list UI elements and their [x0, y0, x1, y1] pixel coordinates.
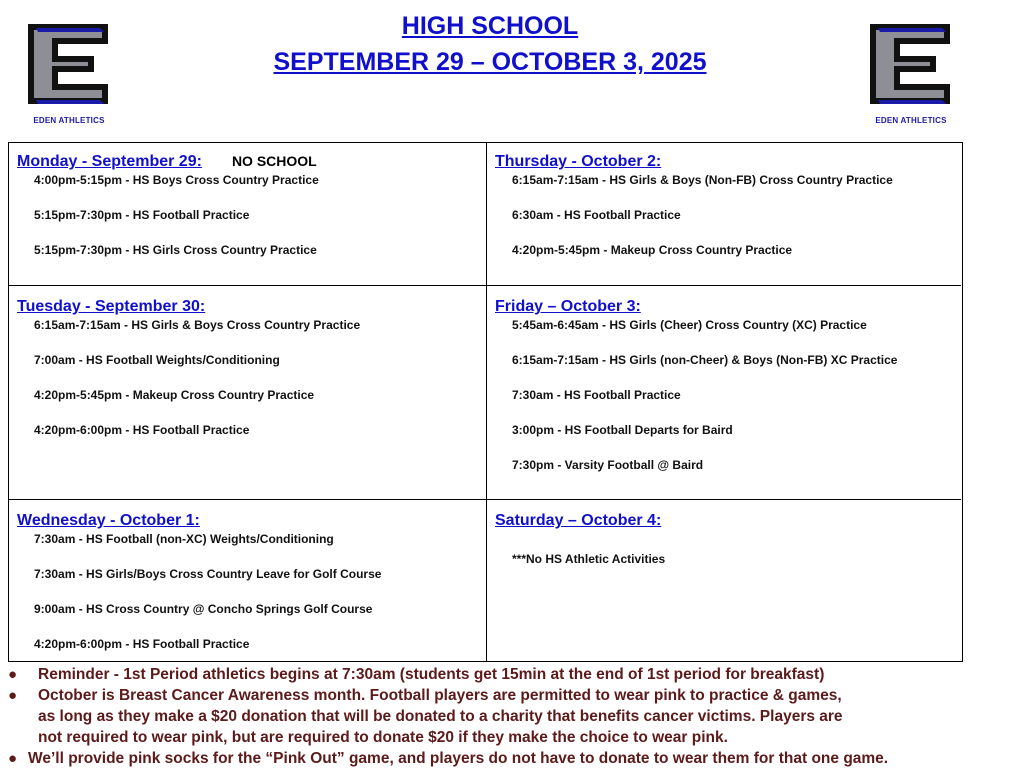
note-line: Reminder - 1st Period athletics begins at 7:30am (students get 15min at the end of 1st period for breakfast) — [38, 666, 825, 683]
day-heading: Friday – October 3: — [495, 298, 641, 315]
notes-list — [0, 664, 1024, 769]
bullet-icon: ● — [8, 750, 18, 767]
day-cell-wednesday — [9, 500, 487, 661]
eden-athletics-logo-left — [24, 18, 114, 125]
event-item: 3:00pm - HS Football Departs for Baird — [512, 423, 733, 437]
day-cell-monday — [9, 143, 487, 286]
event-item: 7:30am - HS Football (non-XC) Weights/Conditioning — [34, 532, 334, 546]
page-title: HIGH SCHOOL — [401, 12, 579, 40]
event-item: 7:30pm - Varsity Football @ Baird — [512, 458, 704, 472]
event-item: 6:15am-7:15am - HS Girls & Boys Cross Country Practice — [34, 318, 361, 332]
day-heading: Monday - September 29: — [17, 153, 202, 170]
event-item: 7:30am - HS Girls/Boys Cross Country Leave for Golf Course — [34, 567, 382, 581]
day-cell-tuesday — [9, 286, 487, 500]
event-item: 6:30am - HS Football Practice — [512, 208, 681, 222]
day-cell-saturday — [487, 500, 961, 661]
event-item: 6:15am-7:15am - HS Girls & Boys (Non-FB) Cross Country Practice — [512, 173, 893, 187]
note-line: We’ll provide pink socks for the “Pink Out” game, and players do not have to donate to wear them for that one game. — [28, 750, 889, 767]
event-item: 4:20pm-6:00pm - HS Football Practice — [34, 637, 250, 651]
schedule-grid — [8, 142, 963, 662]
page-header — [140, 8, 840, 80]
note-item — [0, 748, 1024, 769]
day-note: NO SCHOOL — [231, 153, 317, 169]
bullet-icon: ● — [8, 687, 18, 704]
day-cell-friday — [487, 286, 961, 500]
event-item: 4:00pm-5:15pm - HS Boys Cross Country Practice — [34, 173, 319, 187]
event-item: 7:00am - HS Football Weights/Conditioning — [34, 353, 280, 367]
note-line: not required to wear pink, but are required to donate $20 if they make the choice to wear pink. — [38, 729, 728, 746]
event-item: 6:15am-7:15am - HS Girls (non-Cheer) & Boys (Non-FB) XC Practice — [512, 353, 898, 367]
event-item: ***No HS Athletic Activities — [512, 552, 666, 566]
event-item: 5:15pm-7:30pm - HS Girls Cross Country Practice — [34, 243, 317, 257]
day-heading: Thursday - October 2: — [495, 153, 662, 170]
event-item: 4:20pm-5:45pm - Makeup Cross Country Practice — [34, 388, 315, 402]
page-subtitle: SEPTEMBER 29 – OCTOBER 3, 2025 — [273, 48, 707, 76]
event-item: 4:20pm-6:00pm - HS Football Practice — [34, 423, 250, 437]
event-item: 5:15pm-7:30pm - HS Football Practice — [34, 208, 250, 222]
e-logo-icon — [24, 18, 114, 110]
day-heading: Wednesday - October 1: — [17, 512, 200, 529]
e-logo-icon — [866, 18, 956, 110]
event-item: 9:00am - HS Cross Country @ Concho Springs Golf Course — [34, 602, 373, 616]
eden-athletics-logo-right — [866, 18, 956, 125]
bullet-icon: ● — [8, 666, 18, 683]
note-line: October is Breast Cancer Awareness month. Football players are permitted to wear pink to practice & games, — [38, 687, 842, 704]
note-item — [0, 664, 1024, 685]
note-line: as long as they make a $20 donation that will be donated to a charity that benefits cancer victims. Players are — [38, 708, 843, 725]
logo-caption: EDEN ATHLETICS — [33, 116, 105, 125]
event-item: 4:20pm-5:45pm - Makeup Cross Country Practice — [512, 243, 793, 257]
event-item: 7:30am - HS Football Practice — [512, 388, 681, 402]
note-item — [0, 685, 1024, 748]
day-heading: Tuesday - September 30: — [17, 298, 206, 315]
day-heading: Saturday – October 4: — [495, 512, 662, 529]
day-cell-thursday — [487, 143, 961, 286]
logo-caption: EDEN ATHLETICS — [875, 116, 947, 125]
event-item: 5:45am-6:45am - HS Girls (Cheer) Cross Country (XC) Practice — [512, 318, 867, 332]
